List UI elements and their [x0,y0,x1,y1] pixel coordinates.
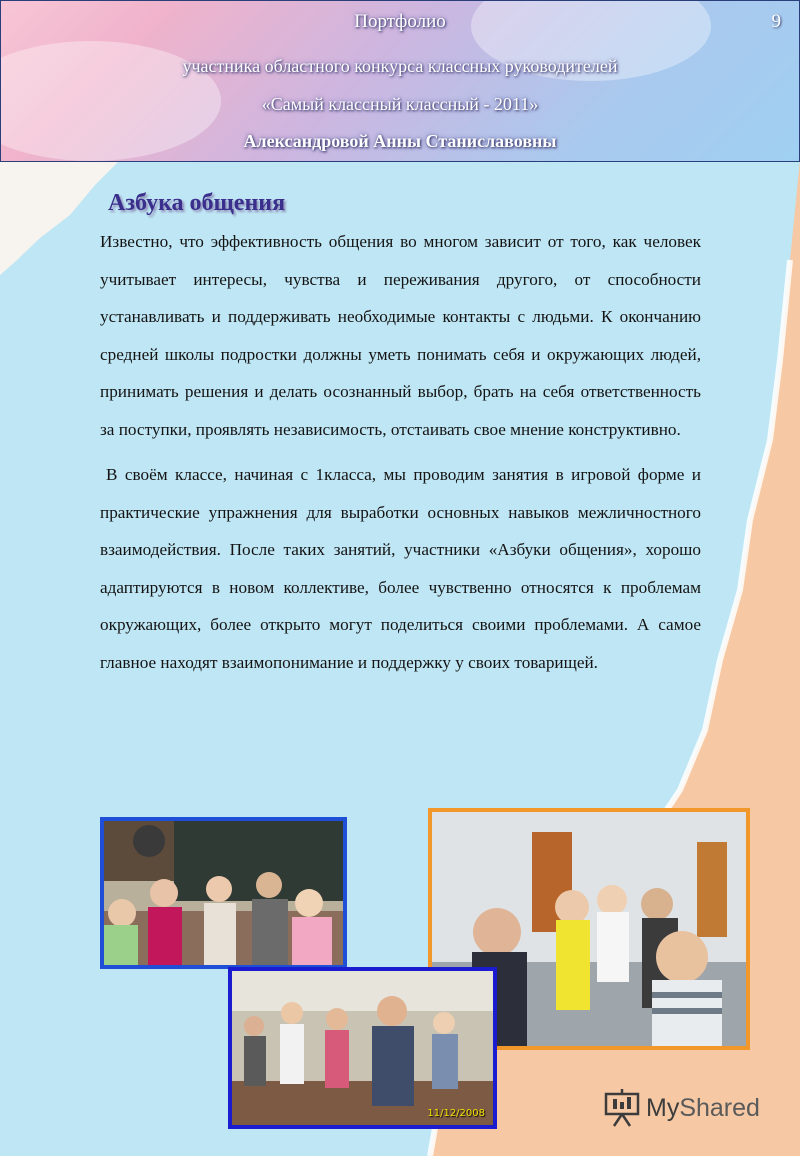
header-subtitle: участника областного конкурса классных руководителей [182,56,618,76]
header-title: Портфолио [354,11,446,32]
brand-my: My [646,1093,680,1122]
main-content [100,190,701,681]
header-contest-name: «Самый классный классный - 2011» [261,94,539,114]
myshared-watermark [604,1088,760,1128]
section-title: Азбука общения [108,190,286,216]
photo-children-chalkboard [100,817,347,969]
page-number: 9 [771,11,781,32]
photo-children-dancing [228,967,497,1129]
photo-date-stamp: 11/12/2008 [427,1108,485,1119]
paragraph-1: Известно, что эффективность общения во многом зависит от того, как человек учитывает интересы, чувства и переживания другого, от способности устанавливать и поддерживать необходимые контакты с людьми. К окончанию средней школы подростки должны уметь понимать себя и окружающих людей, принимать решения и делать осознанный выбор, брать на себя ответственность за поступки, проявлять независимость, отстаивать свое мнение конструктивно. [100,232,701,439]
header-author-name: Александровой Анны Станиславовны [243,131,557,151]
photo-children-dancing-image [232,971,493,1125]
presentation-board-icon [604,1088,640,1128]
paragraph-2: В своём классе, начиная с 1класса, мы проводим занятия в игровой форме и практические упражнения для выработки основных навыков межличностного взаимодействия. После таких занятий, участники «Азбуки общения», хорошо адаптируются в новом коллективе, более чувственно относятся к проблемам окружающих, более открыто могут поделиться своими проблемами. А самое главное находят взаимопонимание и поддержку у своих товарищей. [100,465,701,672]
page-header [0,0,800,162]
photo-children-chalkboard-image [104,821,343,965]
brand-shared: Shared [679,1093,760,1122]
